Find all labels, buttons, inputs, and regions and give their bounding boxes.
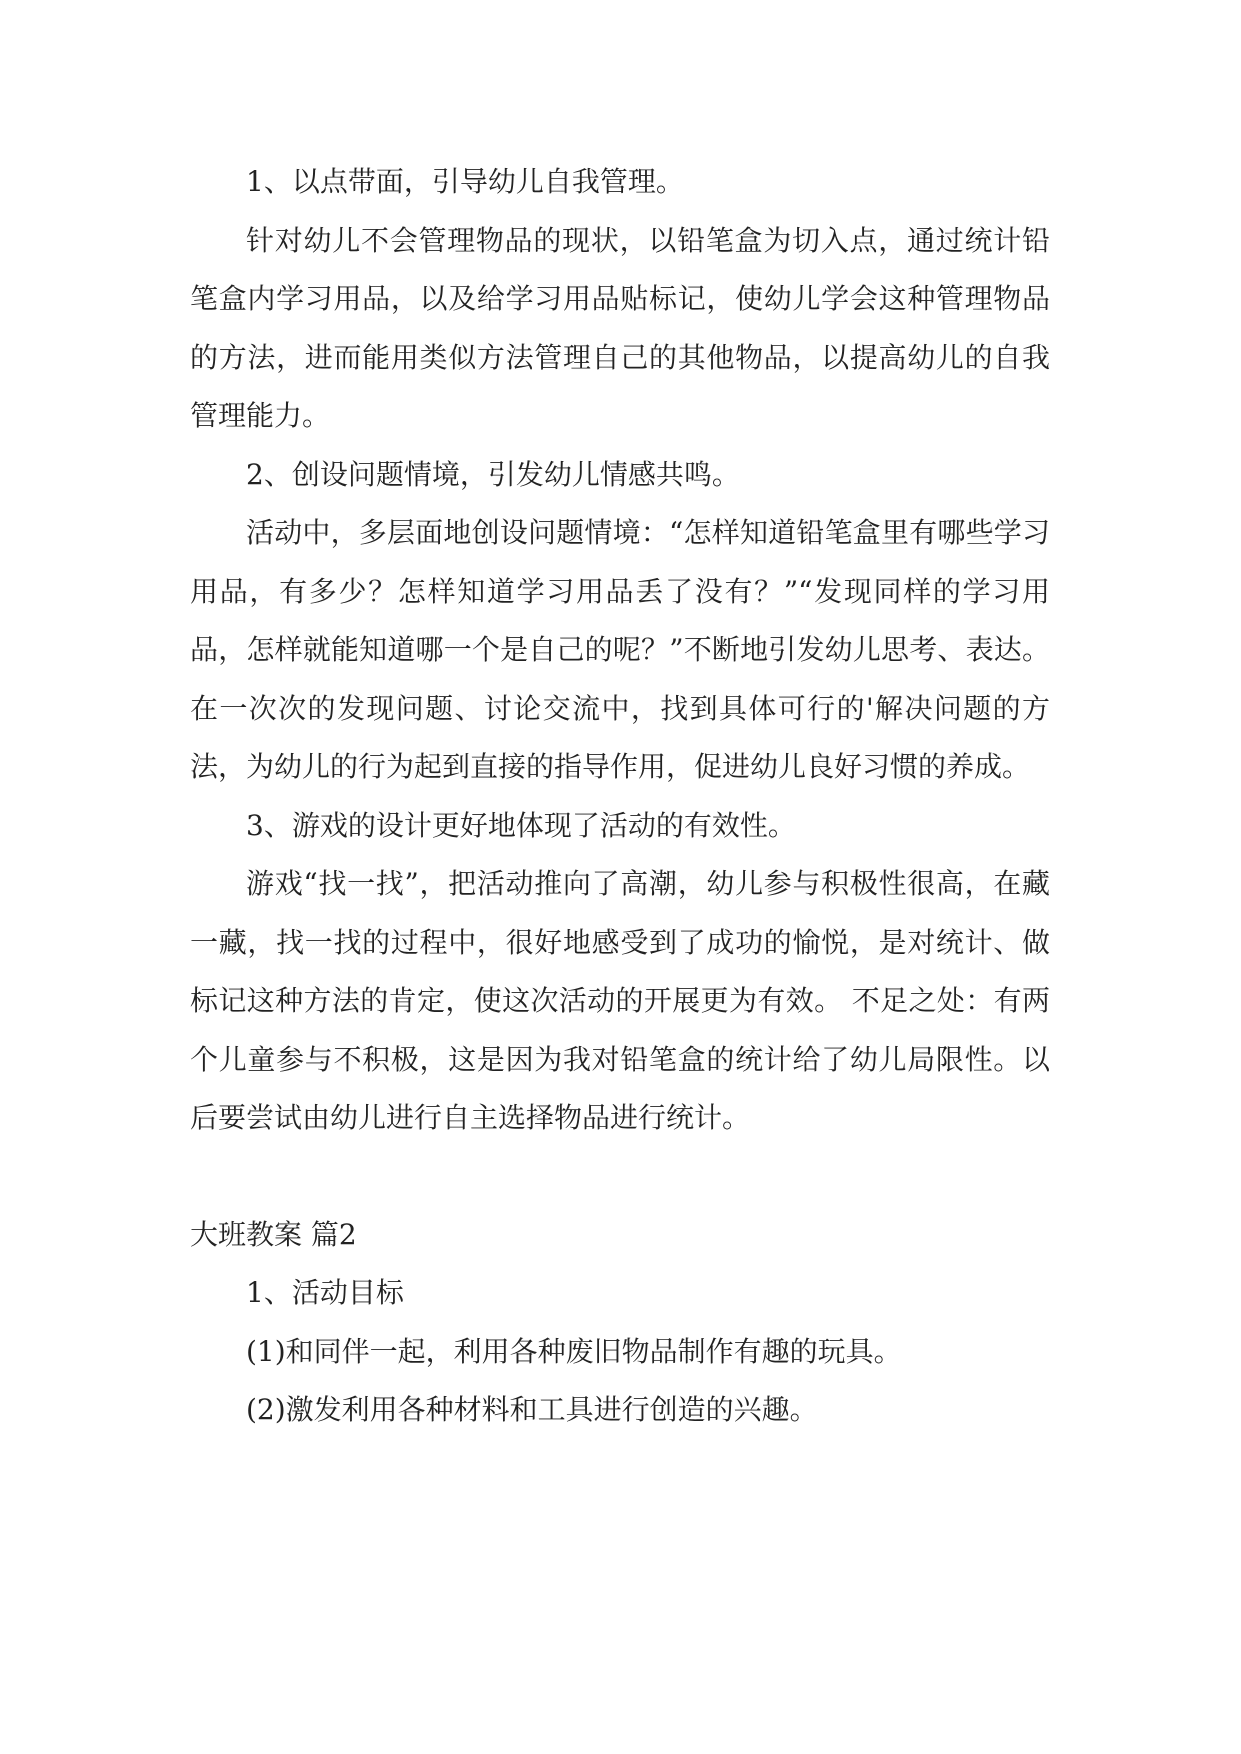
paragraph-heading-1: 1、以点带面，引导幼儿自我管理。 <box>246 165 684 198</box>
paragraph-heading: 1、活动目标 <box>246 1276 404 1309</box>
paragraph: 针对幼儿不会管理物品的现状，以铅笔盒为切入点，通过统计铅笔盒内学习用品，以及给学习用品贴标记，使幼儿学会这种管理物品的方法，进而能用类似方法管理自己的其他物品，以提高幼儿的自我管理能力。 <box>190 223 1050 432</box>
paragraph: 活动中，多层面地创设问题情境：“怎样知道铅笔盒里有哪些学习用品，有多少？怎样知道学习用品丢了没有？”“发现同样的学习用品，怎样就能知道哪一个是自己的呢？”不断地引发幼儿思考、表达。在一次次的发现问题、讨论交流中，找到具体可行的'解决问题的方法，为幼儿的行为起到直接的指导作用，促进幼儿良好习惯的养成。 <box>190 516 1050 783</box>
section-gap <box>190 1148 1050 1206</box>
paragraph-heading-3: 3、游戏的设计更好地体现了活动的有效性。 <box>246 808 796 842</box>
list-item: (1)和同伴一起，利用各种废旧物品制作有趣的玩具。 <box>246 1334 902 1368</box>
section-title: 大班教案 篇2 <box>190 1217 357 1251</box>
list-item: (2)激发利用各种材料和工具进行创造的兴趣。 <box>246 1393 818 1426</box>
paragraph: 游戏“找一找”，把活动推向了高潮，幼儿参与积极性很高，在藏一藏，找一找的过程中，很好地感受到了成功的愉悦，是对统计、做标记这种方法的肯定，使这次活动的开展更为有效。 不足之处：有两个儿童参与不积极，这是因为我对铅笔盒的统计给了幼儿局限性。以后要尝试由幼儿进行自主选择物品进行统计。 <box>190 867 1050 1134</box>
document-body <box>190 153 1050 1440</box>
paragraph-heading-2: 2、创设问题情境，引发幼儿情感共鸣。 <box>246 457 740 491</box>
